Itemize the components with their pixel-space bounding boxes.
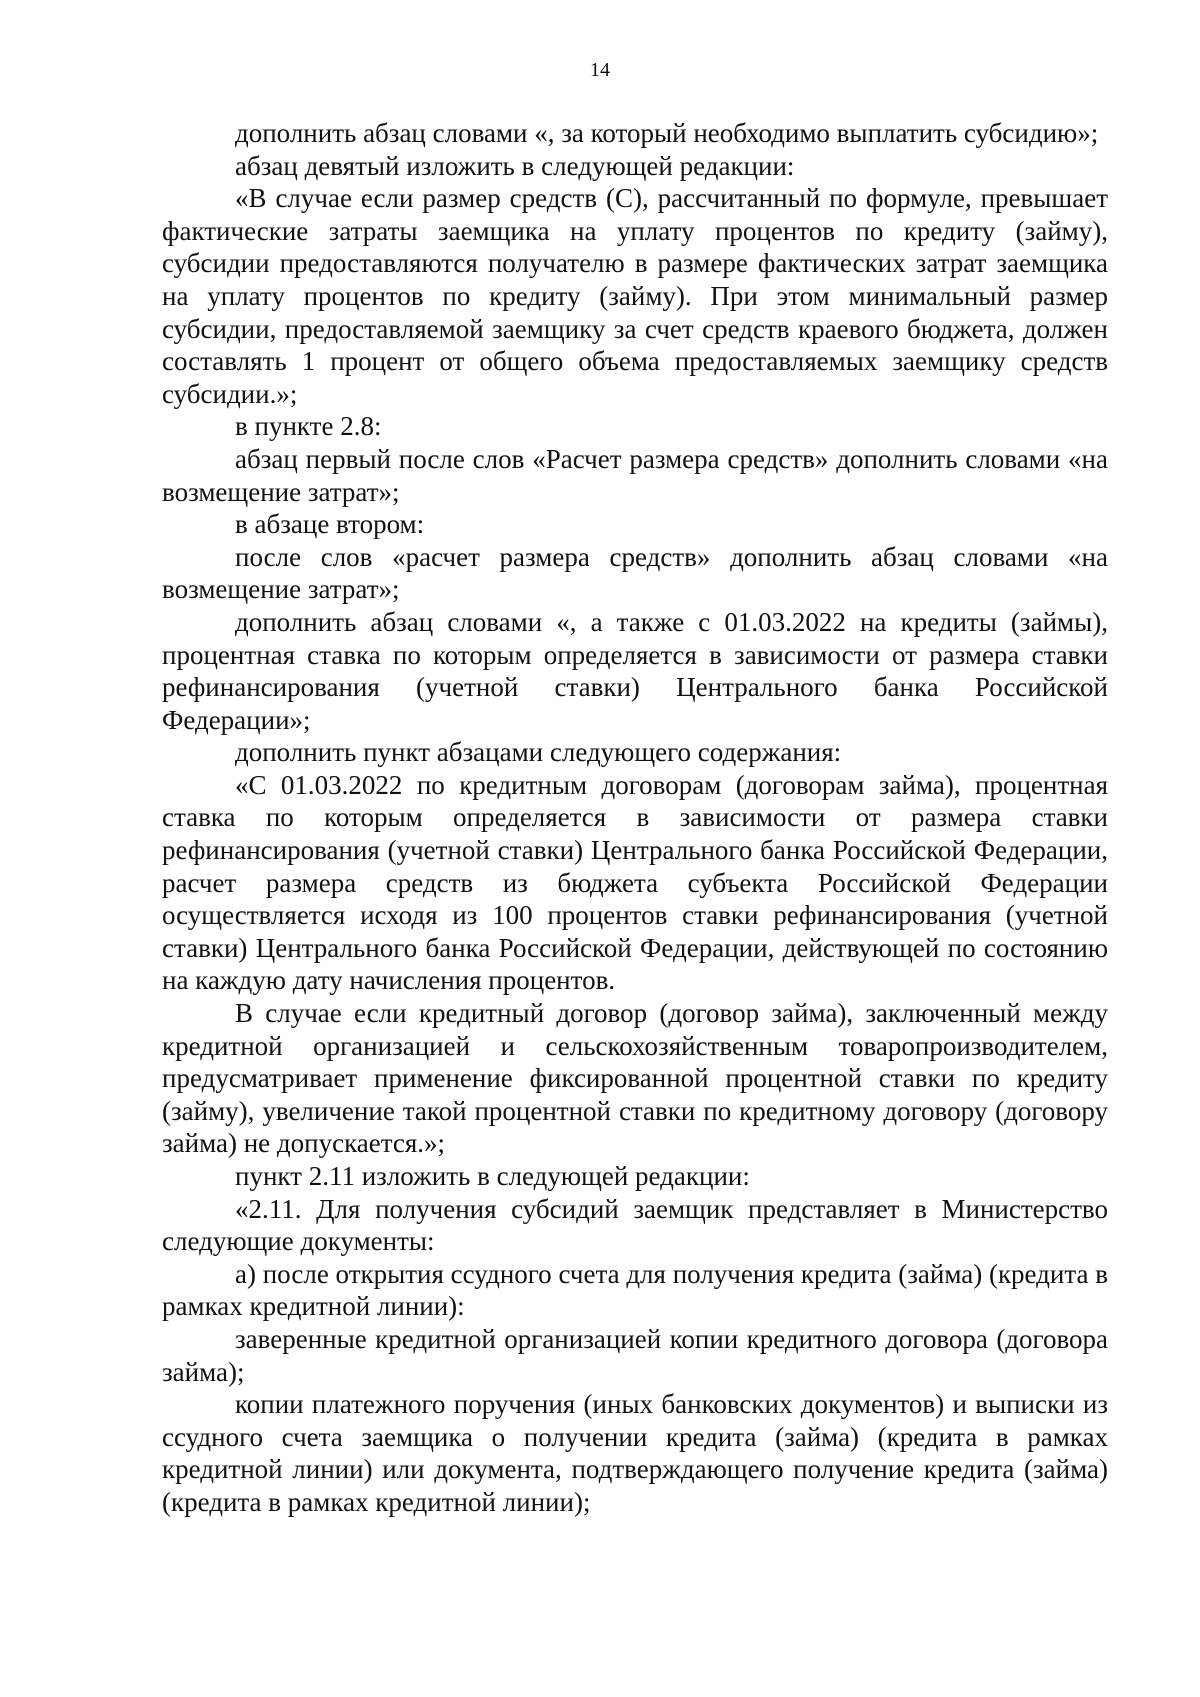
paragraph: «2.11. Для получения субсидий заемщик представляет в Министерство следующие документы: — [162, 1193, 1108, 1257]
paragraph: заверенные кредитной организацией копии кредитного договора (договора займа); — [162, 1323, 1108, 1387]
paragraph: дополнить абзац словами «, за который необходимо выплатить субсидию»; — [235, 118, 1099, 148]
paragraph: в пункте 2.8: — [235, 411, 382, 442]
page-number: 14 — [590, 59, 610, 81]
paragraph: в абзаце втором: — [235, 509, 425, 540]
paragraph: дополнить пункт абзацами следующего содержания: — [235, 737, 842, 768]
paragraph: абзац первый после слов «Расчет размера средств» дополнить словами «на возмещение затрат»; — [162, 443, 1108, 507]
paragraph: абзац девятый изложить в следующей редакции: — [235, 150, 795, 181]
paragraph: пункт 2.11 изложить в следующей редакции: — [235, 1161, 750, 1191]
paragraph: копии платежного поручения (иных банковских документов) и выписки из ссудного счета заемщика о получении кредита (займа) (кредита в рамках кредитной линии) или документа, подтверждающего получение кредита (займа) (кредита в рамках кредитной линии); — [162, 1389, 1108, 1517]
paragraph: дополнить абзац словами «, а также с 01.03.2022 на кредиты (займы), процентная ставка по которым определяется в зависимости от размера ставки рефинансирования (учетной ставки) Центрального банка Российской Федерации»; — [162, 606, 1108, 735]
paragraph: «В случае если размер средств (С), рассчитанный по формуле, превышает фактические затраты заемщика на уплату процентов по кредиту (займу), субсидии предоставляются получателю в размере фактических затрат заемщика на уплату процентов по кредиту (займу). При этом минимальный размер субсидии, предоставляемой заемщику за счет средств краевого бюджета, должен составлять 1 процент от общего объема предоставляемых заемщику средств субсидии.»; — [162, 183, 1108, 409]
paragraph: «С 01.03.2022 по кредитным договорам (договорам займа), процентная ставка по которым определяется в зависимости от размера ставки рефинансирования (учетной ставки) Центрального банка Российской Федерации, расчет размера средств из бюджета субъекта Российской Федерации осуществляется исходя из 100 процентов ставки рефинансирования (учетной ставки) Центрального банка Российской Федерации, действующей по состоянию на каждую дату начисления процентов. — [162, 769, 1108, 996]
paragraph: а) после открытия ссудного счета для получения кредита (займа) (кредита в рамках кредитной линии): — [162, 1258, 1108, 1322]
paragraph: после слов «расчет размера средств» дополнить абзац словами «на возмещение затрат»; — [162, 541, 1108, 605]
paragraph: В случае если кредитный договор (договор займа), заключенный между кредитной организацией и сельскохозяйственным товаропроизводителем, предусматривает применение фиксированной процентной ставки по кредиту (займу), увеличение такой процентной ставки по кредитному договору (договору займа) не допускается.»; — [162, 998, 1108, 1159]
document-body — [162, 117, 1108, 1519]
